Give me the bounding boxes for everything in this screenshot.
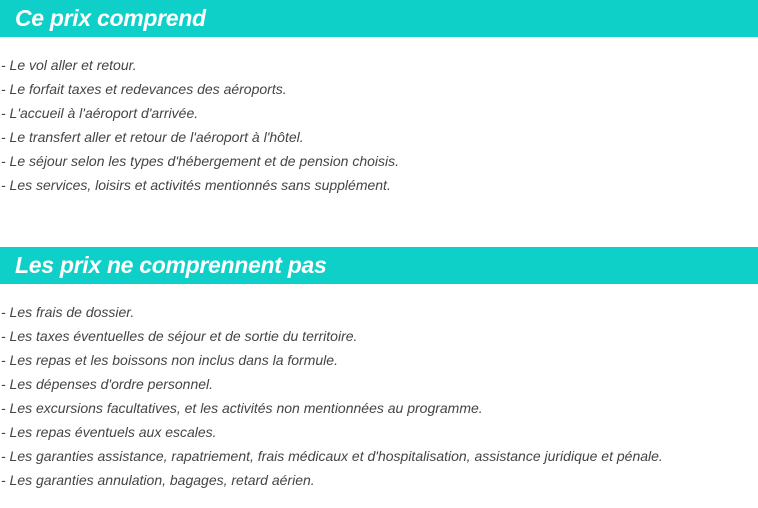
price-includes-section — [0, 0, 758, 197]
list-item: - Les garanties annulation, bagages, retard aérien. — [1, 472, 315, 488]
price-excludes-header — [0, 247, 758, 284]
list-item: - Les repas éventuels aux escales. — [1, 424, 217, 440]
price-includes-list — [0, 53, 758, 197]
price-includes-header — [0, 0, 758, 37]
list-item: - Le séjour selon les types d'hébergement et de pension choisis. — [1, 153, 400, 169]
list-item: - Les services, loisirs et activités mentionnés sans supplément. — [1, 177, 391, 193]
list-item: - Le forfait taxes et redevances des aéroports. — [1, 81, 287, 97]
list-item: - Les repas et les boissons non inclus dans la formule. — [1, 352, 338, 368]
price-excludes-title: Les prix ne comprennent pas — [15, 252, 327, 278]
list-item: - Les garanties assistance, rapatriement, frais médicaux et d'hospitalisation, assistance juridique et pénale. — [1, 448, 663, 464]
list-item: - Les dépenses d'ordre personnel. — [1, 376, 214, 392]
list-item: - Les taxes éventuelles de séjour et de sortie du territoire. — [1, 328, 358, 344]
list-item: - L'accueil à l'aéroport d'arrivée. — [1, 105, 199, 121]
price-excludes-list — [0, 300, 758, 492]
list-item: - Le transfert aller et retour de l'aéroport à l'hôtel. — [1, 129, 304, 145]
list-item: - Le vol aller et retour. — [1, 57, 137, 73]
list-item: - Les frais de dossier. — [1, 304, 135, 320]
price-includes-title: Ce prix comprend — [15, 5, 206, 31]
list-item: - Les excursions facultatives, et les activités non mentionnées au programme. — [1, 400, 483, 416]
price-excludes-section — [0, 247, 758, 492]
